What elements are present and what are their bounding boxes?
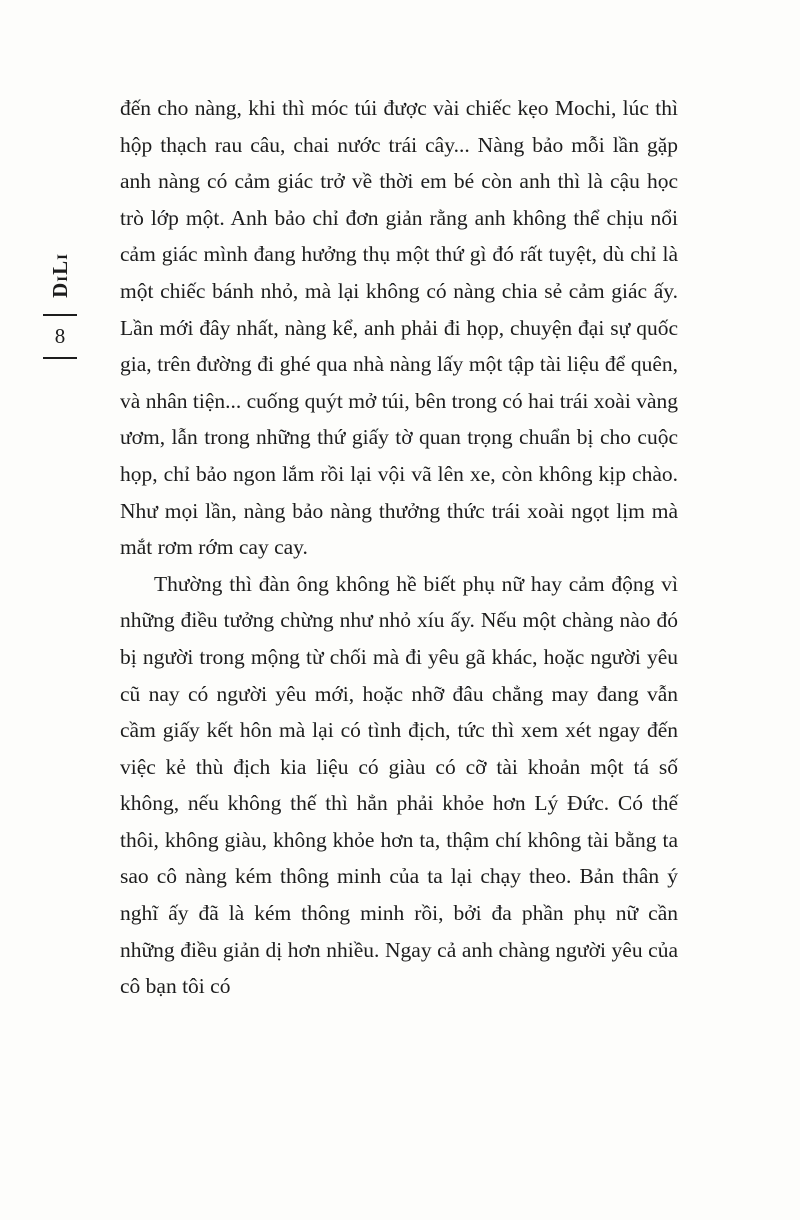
body-text [120,90,678,1005]
margin-rule-top [43,314,77,316]
paragraph: Thường thì đàn ông không hề biết phụ nữ hay cảm động vì những điều tưởng chừng như nhỏ xíu ấy. Nếu một chàng nào đó bị người trong mộng từ chối mà đi yêu gã khác, hoặc người yêu cũ nay có người yêu mới, hoặc nhỡ đâu chẳng may đang vẫn cầm giấy kết hôn mà lại có tình địch, tức thì xem xét ngay đến việc kẻ thù địch kia liệu có giàu có cỡ tài khoản một tá số không, nếu không thế thì hẳn phải khỏe hơn Lý Đức. Có thế thôi, không giàu, không khỏe hơn ta, thậm chí không tài bằng ta sao cô nàng kém thông minh của ta lại chạy theo. Bản thân ý nghĩ ấy đã là kém thông minh rồi, bởi đa phần phụ nữ cần những điều giản dị hơn nhiều. Ngay cả anh chàng người yêu của cô bạn tôi có [120,571,678,999]
page-margin-block [34,242,86,365]
paragraph-continuation: đến cho nàng, khi thì móc túi được vài chiếc kẹo Mochi, lúc thì hộp thạch rau câu, chai nước trái cây... Nàng bảo mỗi lần gặp anh nàng có cảm giác trở về thời em bé còn anh thì là cậu học trò lớp một. Anh bảo chỉ đơn giản rằng anh không thể chịu nổi cảm giác mình đang hưởng thụ một thứ gì đó rất tuyệt, dù chỉ là một chiếc bánh nhỏ, mà lại không có nàng chia sẻ cảm giác ấy. Lần mới đây nhất, nàng kể, anh phải đi họp, chuyện đại sự quốc gia, trên đường đi ghé qua nhà nàng lấy một tập tài liệu để quên, và nhân tiện... cuống quýt mở túi, bên trong có hai trái xoài vàng ươm, lẫn trong những thứ giấy tờ quan trọng chuẩn bị cho cuộc họp, chỉ bảo ngon lắm rồi lại vội vã lên xe, còn không kịp chào. Như mọi lần, nàng bảo nàng thưởng thức trái xoài ngọt lịm mà mắt rơm rớm cay cay. [120,96,678,560]
author-name-vertical [34,242,86,308]
margin-rule-bottom [43,357,77,359]
author-name: DiLi [47,252,72,298]
page-number: 8 [54,324,66,348]
